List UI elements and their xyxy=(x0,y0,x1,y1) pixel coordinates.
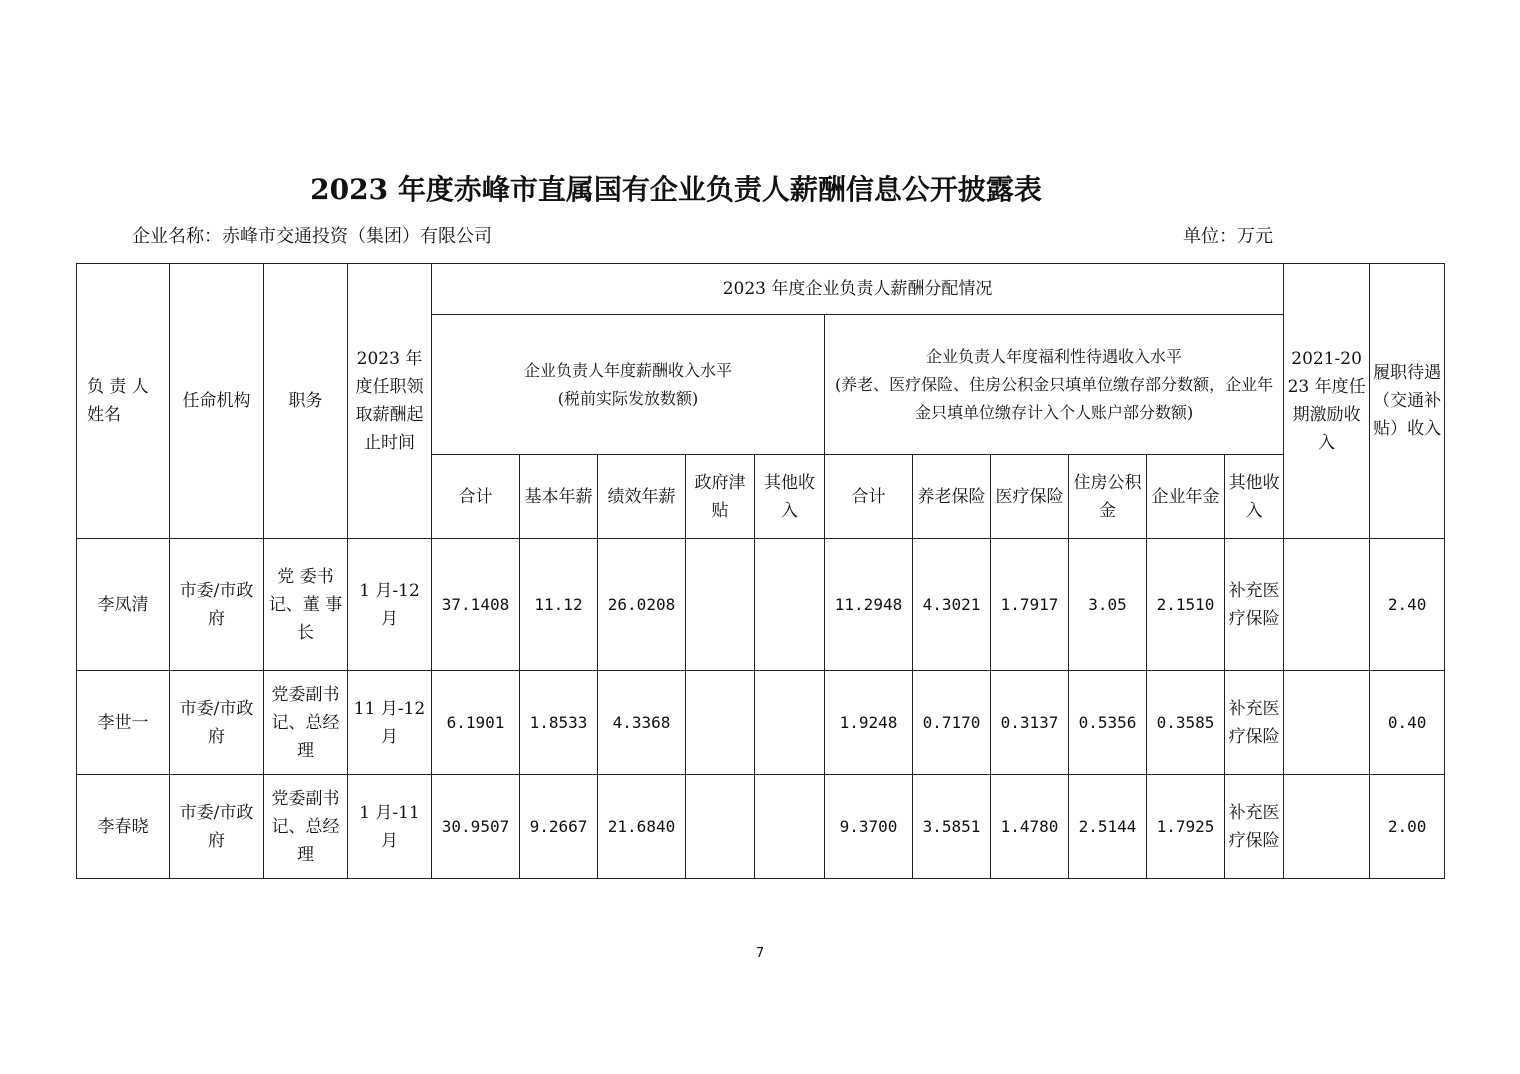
cell-duty: 0.40 xyxy=(1370,671,1445,775)
salary-group-title: 企业负责人年度薪酬收入水平 xyxy=(523,360,732,380)
cell-name: 李春晓 xyxy=(77,775,170,879)
cell-gov xyxy=(686,671,755,775)
table-row xyxy=(77,671,1445,775)
header-name: 负 责 人 姓名 xyxy=(77,264,170,539)
cell-pension: 0.7170 xyxy=(913,671,991,775)
header-incentive: 2021-2023 年度任期激励收入 xyxy=(1284,264,1370,539)
header-period: 2023 年度任职领取薪酬起止时间 xyxy=(348,264,432,539)
cell-appoint: 市委/市政府 xyxy=(170,671,264,775)
cell-pension: 4.3021 xyxy=(913,539,991,671)
cell-other-welfare: 补充医疗保险 xyxy=(1225,671,1284,775)
header-salary-total: 合计 xyxy=(432,455,520,539)
header-welfare-total: 合计 xyxy=(825,455,913,539)
cell-medical: 1.7917 xyxy=(991,539,1069,671)
cell-period: 1 月-11月 xyxy=(348,775,432,879)
cell-other-income xyxy=(755,539,825,671)
cell-housing: 0.5356 xyxy=(1069,671,1147,775)
cell-housing: 3.05 xyxy=(1069,539,1147,671)
header-annuity: 企业年金 xyxy=(1147,455,1225,539)
welfare-group-title: 企业负责人年度福利性待遇收入水平 xyxy=(926,346,1183,366)
header-gov: 政府津贴 xyxy=(686,455,755,539)
company-name: 企业名称：赤峰市交通投资（集团）有限公司 xyxy=(132,226,492,247)
header-other-welfare: 其他收入 xyxy=(1225,455,1284,539)
cell-incentive xyxy=(1284,671,1370,775)
cell-housing: 2.5144 xyxy=(1069,775,1147,879)
cell-welfare-total: 1.9248 xyxy=(825,671,913,775)
cell-pension: 3.5851 xyxy=(913,775,991,879)
cell-duty: 2.00 xyxy=(1370,775,1445,879)
cell-performance: 4.3368 xyxy=(598,671,686,775)
cell-period: 11 月-12 月 xyxy=(348,671,432,775)
cell-basic: 11.12 xyxy=(520,539,598,671)
page-number: 7 xyxy=(755,946,765,961)
header-salary-group xyxy=(432,315,825,455)
cell-annuity: 2.1510 xyxy=(1147,539,1225,671)
cell-other-income xyxy=(755,775,825,879)
header-housing: 住房公积金 xyxy=(1069,455,1147,539)
cell-incentive xyxy=(1284,775,1370,879)
header-duty: 履职待遇（交通补贴）收入 xyxy=(1370,264,1445,539)
cell-position: 党委副书记、总经理 xyxy=(264,775,348,879)
cell-medical: 0.3137 xyxy=(991,671,1069,775)
table-row xyxy=(77,539,1445,671)
cell-position: 党 委书记、董 事长 xyxy=(264,539,348,671)
salary-disclosure-table xyxy=(76,263,1445,879)
cell-appoint: 市委/市政府 xyxy=(170,539,264,671)
cell-annuity: 1.7925 xyxy=(1147,775,1225,879)
cell-welfare-total: 9.3700 xyxy=(825,775,913,879)
header-medical: 医疗保险 xyxy=(991,455,1069,539)
cell-other-welfare: 补充医疗保险 xyxy=(1225,775,1284,879)
header-pension: 养老保险 xyxy=(913,455,991,539)
cell-duty: 2.40 xyxy=(1370,539,1445,671)
cell-gov xyxy=(686,775,755,879)
cell-basic: 1.8533 xyxy=(520,671,598,775)
welfare-group-note: (养老、医疗保险、住房公积金只填单位缴存部分数额，企业年金只填单位缴存计入个人账户部分数额) xyxy=(834,374,1274,422)
header-basic: 基本年薪 xyxy=(520,455,598,539)
header-appoint: 任命机构 xyxy=(170,264,264,539)
cell-position: 党委副书记、总经理 xyxy=(264,671,348,775)
header-other-income: 其他收入 xyxy=(755,455,825,539)
cell-period: 1 月-12月 xyxy=(348,539,432,671)
salary-group-note: (税前实际发放数额) xyxy=(557,388,699,408)
cell-medical: 1.4780 xyxy=(991,775,1069,879)
header-welfare-group xyxy=(825,315,1284,455)
header-performance: 绩效年薪 xyxy=(598,455,686,539)
cell-performance: 26.0208 xyxy=(598,539,686,671)
cell-gov xyxy=(686,539,755,671)
cell-name: 李世一 xyxy=(77,671,170,775)
cell-annuity: 0.3585 xyxy=(1147,671,1225,775)
document-title: 2023 年度赤峰市直属国有企业负责人薪酬信息公开披露表 xyxy=(310,173,1042,206)
cell-salary-total: 6.1901 xyxy=(432,671,520,775)
cell-basic: 9.2667 xyxy=(520,775,598,879)
cell-performance: 21.6840 xyxy=(598,775,686,879)
cell-name: 李凤清 xyxy=(77,539,170,671)
table-row xyxy=(77,775,1445,879)
cell-other-welfare: 补充医疗保险 xyxy=(1225,539,1284,671)
cell-salary-total: 30.9507 xyxy=(432,775,520,879)
cell-incentive xyxy=(1284,539,1370,671)
cell-salary-total: 37.1408 xyxy=(432,539,520,671)
unit-label: 单位：万元 xyxy=(1183,226,1273,247)
header-distribution: 2023 年度企业负责人薪酬分配情况 xyxy=(432,264,1284,315)
cell-other-income xyxy=(755,671,825,775)
cell-appoint: 市委/市政府 xyxy=(170,775,264,879)
header-position: 职务 xyxy=(264,264,348,539)
cell-welfare-total: 11.2948 xyxy=(825,539,913,671)
